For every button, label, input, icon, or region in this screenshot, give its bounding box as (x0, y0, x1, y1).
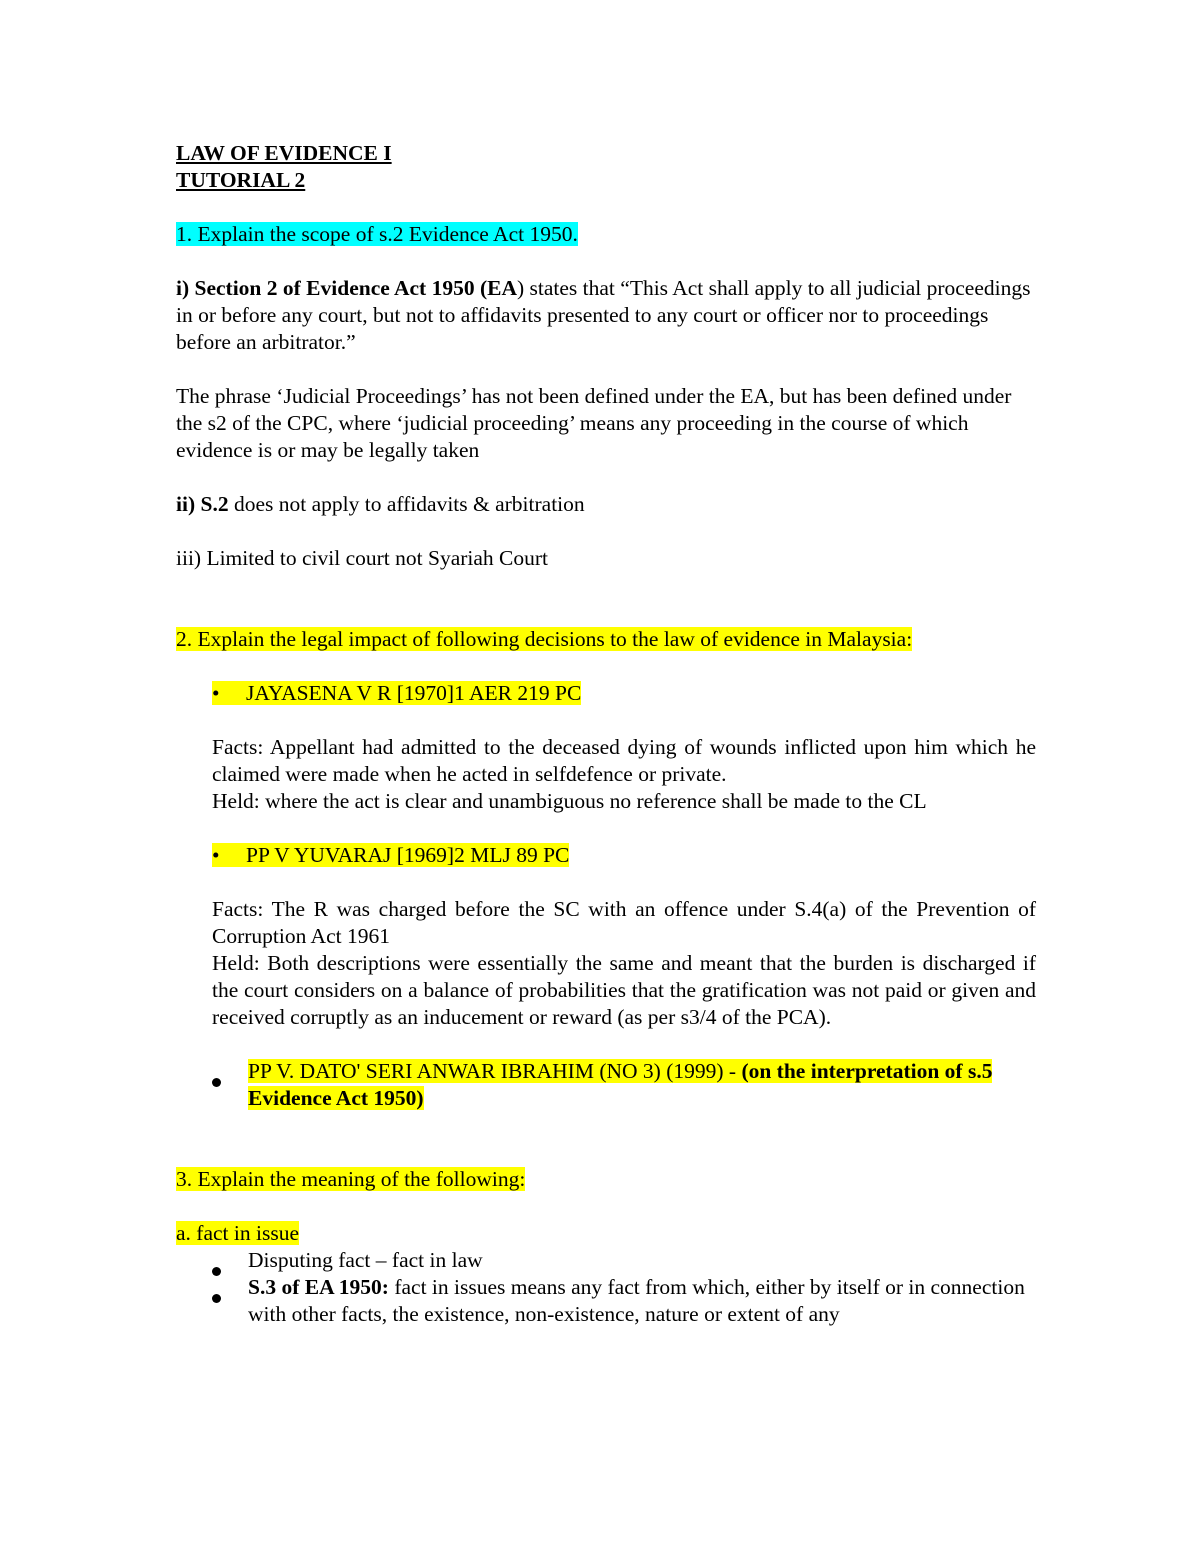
case-3-bullet-icon (212, 1067, 222, 1077)
q3-sub-a-text: a. fact in issue (176, 1221, 299, 1245)
q1-p3-bold: ii) S.2 (176, 492, 229, 516)
doc-subtitle: TUTORIAL 2 (176, 168, 306, 192)
case-1-bullet: • (212, 681, 220, 705)
case-1-facts: Facts: Appellant had admitted to the deceased dying of wounds inflicted upon him which he claimed were made when he acted in selfdefence or private. (212, 735, 1036, 786)
list-item-bold: S.3 of EA 1950: (248, 1275, 389, 1299)
doc-title: LAW OF EVIDENCE I (176, 141, 392, 165)
list-item-text: fact in issues means any fact from which, either by itself or in connection with other facts, the existence, non-existence, nature or extent of any (248, 1275, 1025, 1326)
case-1-held: Held: where the act is clear and unambiguous no reference shall be made to the CL (212, 789, 927, 813)
list-item (176, 1274, 1036, 1328)
bullet-icon (212, 1256, 222, 1266)
list-item (176, 1247, 1036, 1274)
q1-p1-bold: i) Section 2 of Evidence Act 1950 (EA (176, 276, 517, 300)
case-2-facts: Facts: The R was charged before the SC with an offence under S.4(a) of the Prevention of Corruption Act 1961 (212, 897, 1036, 948)
bullet-icon (212, 1283, 222, 1293)
case-1-name: JAYASENA V R [1970]1 AER 219 PC (246, 681, 582, 705)
q1-p3-text: does not apply to affidavits & arbitration (228, 492, 585, 516)
question-3 (176, 1166, 1036, 1193)
case-2-name: PP V YUVARAJ [1969]2 MLJ 89 PC (246, 843, 570, 867)
q1-paragraph-1 (176, 275, 1036, 356)
document-page (176, 140, 1036, 1328)
case-2-held: Held: Both descriptions were essentially the same and meant that the burden is discharged if the court considers on a balance of probabilities that the gratification was not paid or given and received corruptly as an inducement or reward (as per s3/4 of the PCA). (212, 951, 1036, 1029)
question-1-text: 1. Explain the scope of s.2 Evidence Act 1950. (176, 222, 578, 246)
case-2-heading (212, 842, 1036, 869)
list-item-text: Disputing fact – fact in law (248, 1248, 483, 1272)
question-2 (176, 626, 1036, 653)
question-3-text: 3. Explain the meaning of the following: (176, 1167, 526, 1191)
case-3-note: (on the interpretation of s.5 Evidence Act 1950) (248, 1059, 993, 1110)
case-1-heading (212, 680, 1036, 707)
q1-paragraph-2: The phrase ‘Judicial Proceedings’ has not been defined under the EA, but has been defined under the s2 of the CPC, where ‘judicial proceeding’ means any proceeding in the course of which evidence is or may be legally taken (176, 384, 1012, 462)
q1-paragraph-4: iii) Limited to civil court not Syariah Court (176, 546, 549, 570)
q3-sub-a (176, 1220, 1036, 1247)
q1-paragraph-3 (176, 491, 1036, 518)
question-2-text: 2. Explain the legal impact of following decisions to the law of evidence in Malaysia: (176, 627, 913, 651)
case-3-item (176, 1058, 1036, 1112)
q1-p1-text: ) states that “This Act shall apply to all judicial proceedings in or before any court, but not to affidavits presented to any court or officer nor to proceedings before an arbitrator.” (176, 276, 1031, 354)
question-1 (176, 221, 1036, 248)
case-2-bullet: • (212, 843, 220, 867)
case-3-name: PP V. DATO' SERI ANWAR IBRAHIM (NO 3) (1999) - (248, 1059, 742, 1083)
